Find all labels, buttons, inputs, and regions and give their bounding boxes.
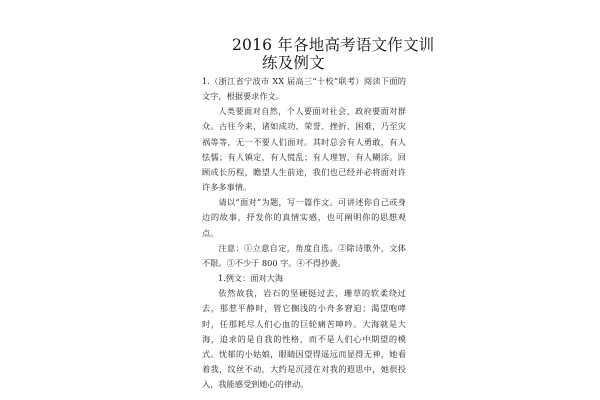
title-line-2: 练及例文 [262, 54, 325, 72]
document-body [202, 74, 406, 392]
question-prompt: 1.（浙江省宁波市 XX 届高三“十校”联考）阅读下面的文字，根据要求作文。 [202, 76, 406, 102]
material-paragraph-2: 请以“面对”为题，写一篇作文。可讲述你自己或身边的故事，抒发你的真情实感，也可阐明你的思想观点。 [202, 197, 406, 238]
essay-paragraph-1: 依然故我，岩石的坚硬挺过去，珊草的软柔绕过去，那惹平静时，管它搁浅的小舟多窘迫；渴望咆哮时，任那耗尽人们心血的巨轮痛苦呻吟。大海就是大海，追求的是自我的性格，而不是人们心中期望的模式。忧郁的小姑娘，眼睛因望得遥远而显得无神，她看着我，纹丝不动，大约是沉浸在对我的遐思中，她很投入，我能感受到她心的律动。 [202, 288, 406, 390]
material-paragraph-1: 人类要面对自然，个人要面对社会、政府要面对群众。古往今来，诸如成功、荣誉、挫折、困难，乃至灾祸等等，无一不要人们面对。其时总会有人勇敢，有人怯懦；有人镇定，有人慌乱；有人理智，有人糊涂。回顾成长历程，瞻望人生前途，我们也已经并必将面对许许多多事情。 [202, 106, 406, 193]
essay-title: 1.例文：面对大海 [218, 273, 284, 284]
writing-notes: 注意：①立意自定，角度自选。②除诗歌外，文体不限。③不少于 800 字。④不得抄袭。 [202, 242, 406, 268]
title-line-1: 2016 年各地高考语文作文训 [232, 36, 435, 54]
document-title [232, 36, 435, 72]
